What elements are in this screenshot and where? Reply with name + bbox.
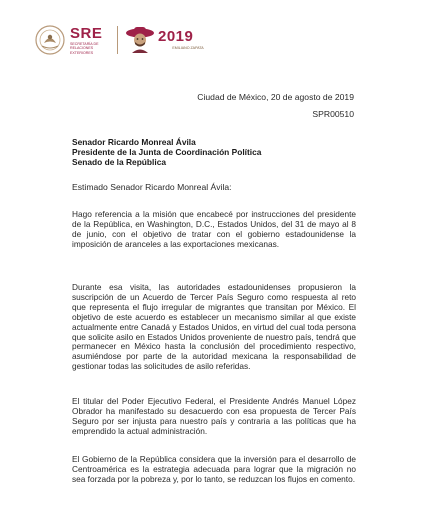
sre-logo: [70, 26, 108, 55]
addressee-name: Senador Ricardo Monreal Ávila: [72, 137, 196, 147]
national-seal-icon: [34, 24, 66, 56]
paragraph: Durante esa visita, las autoridades estadounidenses propusieron la suscripción de un Acuerdo de Tercer País Seguro como respuesta al reto que representa el flujo irregular de migrantes que transitan por México. El objetivo de este acuerdo es establecer un mecanismo similar al que existe actualmente entre Canadá y Estados Unidos, en virtud del cual toda persona que solicite asilo en Estados Unidos proveniente de nuestro país, tendrá que permanecer en México hasta la conclusión del procedimiento respectivo, asumiéndose por parte de la autoridad mexicana la responsabilidad de gestionar todas las solicitudes de asilo referidas.: [72, 282, 356, 372]
letterhead-divider: [117, 26, 118, 54]
letter-date: Ciudad de México, 20 de agosto de 2019: [197, 92, 354, 102]
year-wordmark: 2019: [158, 28, 194, 45]
sre-wordmark: SRE: [70, 25, 103, 42]
addressee-institution: Senado de la República: [72, 157, 167, 168]
paragraph: El titular del Poder Ejecutivo Federal, el Presidente Andrés Manuel López Obrador ha manifestado su desacuerdo con esa propuesta de Tercer País Seguro por ser injusta para nuestro país y contraria a las políticas que ha emprendido la actual administración.: [72, 396, 356, 436]
addressee-title: Presidente de la Junta de Coordinación Política: [72, 147, 262, 158]
reference-number: SPR00510: [312, 109, 354, 119]
addressee-block: [72, 137, 261, 168]
greeting: Estimado Senador Ricardo Monreal Ávila:: [72, 182, 232, 192]
paragraph: El Gobierno de la República considera que la inversión para el desarrollo de Centroamérica es la estrategia adecuada para lograr que la migración no sea forzada por la pobreza y, por lo tanto, se reduzcan los flujos en comento.: [72, 454, 356, 484]
year-subtitle: EMILIANO ZAPATA: [172, 46, 204, 50]
letterhead: [34, 24, 274, 56]
paragraph: Hago referencia a la misión que encabecé por instrucciones del presidente de la República, en Washington, D.C., Estados Unidos, del 31 de mayo al 8 de junio, con el objetivo de tratar con el gobierno estadounidense la imposición de aranceles a las exportaciones mexicanas.: [72, 209, 356, 249]
emiliano-zapata-portrait-icon: [124, 24, 156, 54]
sre-subtitle: SECRETARÍA DE RELACIONES EXTERIORES: [70, 42, 99, 55]
